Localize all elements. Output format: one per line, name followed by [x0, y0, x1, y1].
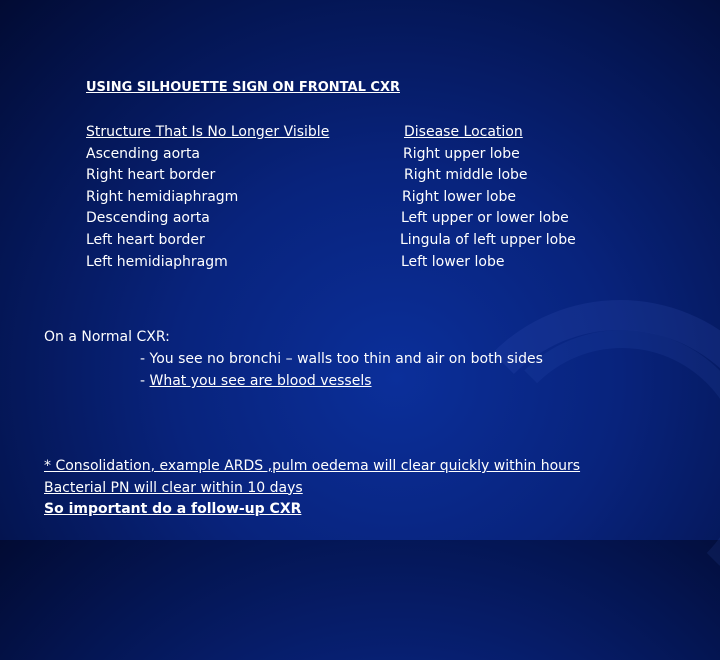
bacterial-pn-note: Bacterial PN will clear within 10 days: [44, 479, 303, 496]
location-item: Right middle lobe: [404, 167, 528, 184]
structure-item: Right heart border: [86, 167, 216, 184]
follow-up-note: So important do a follow-up CXR: [44, 501, 302, 517]
location-item: Right lower lobe: [402, 188, 516, 205]
location-header: Disease Location: [404, 124, 523, 140]
notes-section: [44, 456, 580, 521]
slide-title: USING SILHOUETTE SIGN ON FRONTAL CXR: [86, 80, 400, 95]
normal-cxr-heading: On a Normal CXR:: [44, 329, 170, 345]
location-item: Left lower lobe: [401, 253, 505, 270]
normal-cxr-line: - You see no bronchi – walls too thin and air on both sides: [140, 351, 543, 367]
structure-header: Structure That Is No Longer Visible: [86, 124, 330, 140]
structure-item: Ascending aorta: [86, 145, 201, 162]
structure-item: Descending aorta: [86, 210, 210, 227]
structure-item: Right hemidiaphragm: [86, 188, 239, 205]
consolidation-note: * Consolidation, example ARDS ,pulm oedema will clear quickly within hours: [44, 458, 581, 474]
location-item: Lingula of left upper lobe: [400, 231, 576, 248]
normal-cxr-section: [44, 326, 543, 392]
structure-item: Left hemidiaphragm: [86, 253, 228, 270]
location-column: [400, 122, 576, 273]
bullet-dash: -: [140, 373, 150, 389]
structure-column: [86, 122, 329, 273]
location-item: Right upper lobe: [403, 145, 520, 162]
normal-cxr-line: [44, 370, 543, 392]
structure-item: Left heart border: [86, 231, 205, 248]
blood-vessels-note: What you see are blood vessels: [149, 373, 372, 389]
location-item: Left upper or lower lobe: [401, 210, 569, 227]
